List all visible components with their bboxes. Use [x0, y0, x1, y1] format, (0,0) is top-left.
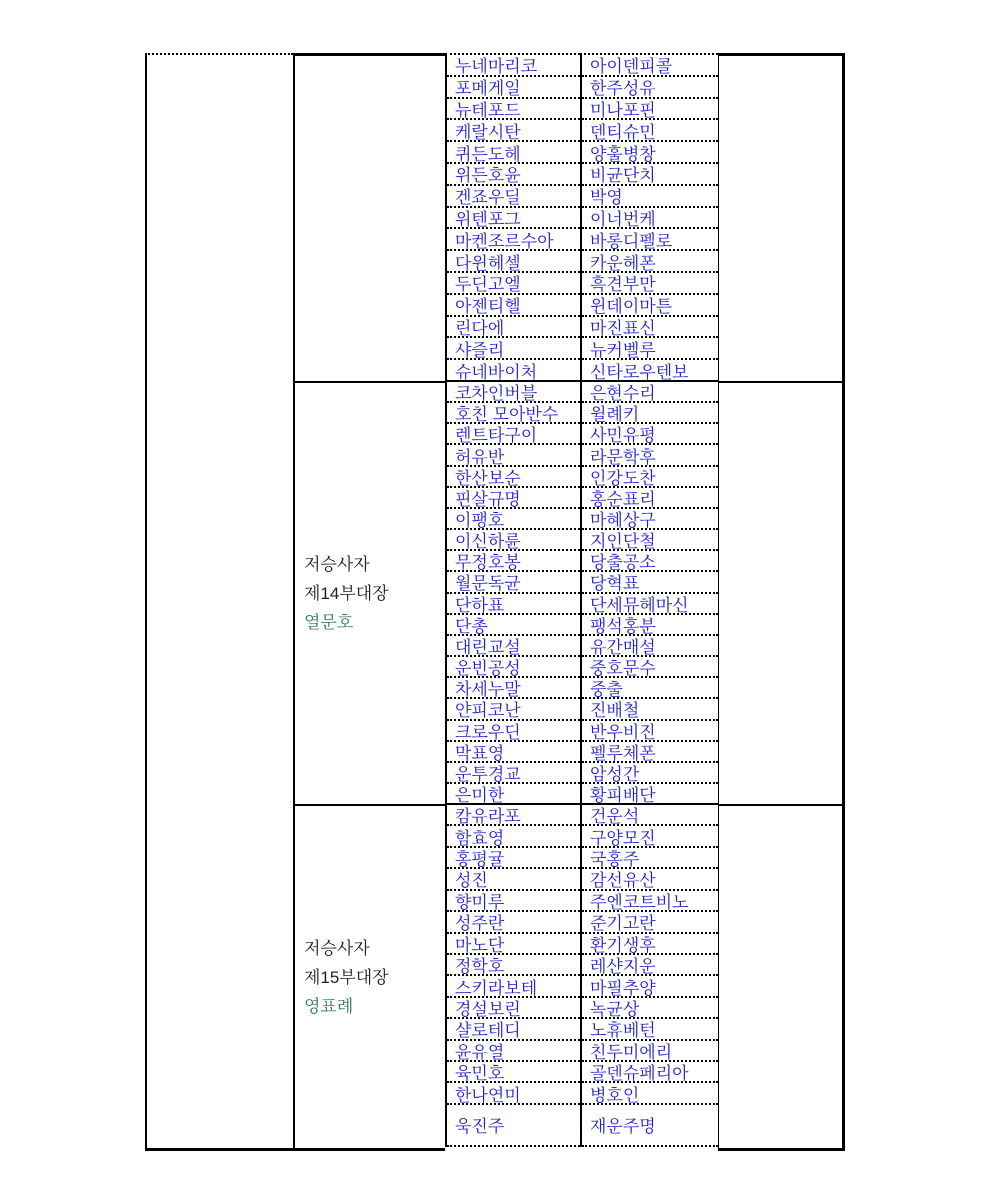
name-cell: 박영	[582, 186, 718, 208]
name-cell: 아이덴피콜	[582, 55, 718, 77]
name-cell: 코차인버블	[447, 382, 580, 403]
name-cell: 무정호봉	[447, 551, 580, 572]
name-section	[447, 382, 580, 805]
label-column	[293, 53, 445, 1151]
name-cell: 한산보순	[447, 467, 580, 488]
names-column-2	[580, 53, 718, 1147]
name-cell: 위든호윤	[447, 164, 580, 186]
name-cell: 친두미에리	[582, 1041, 718, 1062]
right-section-cell	[719, 56, 842, 383]
name-cell: 캄유라포	[447, 805, 580, 826]
name-cell: 샬로테디	[447, 1019, 580, 1040]
name-cell: 퀴든도헤	[447, 142, 580, 164]
name-cell: 육민호	[447, 1062, 580, 1083]
name-cell: 얀피코난	[447, 699, 580, 720]
name-cell: 은현수리	[582, 382, 718, 403]
name-cell: 뉴테포드	[447, 99, 580, 121]
name-cell: 마필추양	[582, 976, 718, 997]
section-label-line: 저승사자	[304, 938, 370, 958]
name-cell: 이팽호	[447, 509, 580, 530]
name-cell: 황피배단	[590, 786, 656, 804]
name-cell: 겐죠우딜	[447, 186, 580, 208]
name-cell: 경설보린	[447, 998, 580, 1019]
name-cell: 정학호	[447, 955, 580, 976]
section-leader-name: 영표례	[304, 996, 354, 1016]
name-cell: 신타로우텐보	[590, 362, 689, 380]
name-cell: 은미한	[455, 786, 505, 804]
name-cell: 중호문수	[582, 657, 718, 678]
name-section	[447, 55, 580, 382]
name-cell: 중출	[582, 678, 718, 699]
name-cell: 레샨지운	[582, 955, 718, 976]
name-cell: 유간매설	[582, 636, 718, 657]
name-cell: 녹균상	[582, 998, 718, 1019]
name-cell: 성주란	[447, 912, 580, 933]
name-cell: 사민유평	[582, 424, 718, 445]
name-cell: 성진	[447, 869, 580, 890]
name-cell: 윌례키	[582, 403, 718, 424]
name-cell: 케랄시탄	[447, 120, 580, 142]
name-cell: 인강도찬	[582, 467, 718, 488]
name-cell: 홍순표리	[582, 488, 718, 509]
name-cell: 렌트타구이	[447, 424, 580, 445]
name-cell: 단총	[447, 615, 580, 636]
name-cell: 환기생후	[582, 934, 718, 955]
name-cell: 미나포핀	[582, 99, 718, 121]
name-cell: 마혜상구	[582, 509, 718, 530]
name-cell: 향미루	[447, 891, 580, 912]
name-cell: 반우비진	[582, 721, 718, 742]
name-cell: 마진표신	[582, 317, 718, 339]
name-cell: 누네마리코	[447, 55, 580, 77]
name-cell: 마켄조르수아	[447, 229, 580, 251]
name-cell: 린다에	[447, 317, 580, 339]
section-label-line: 제14부대장	[304, 584, 389, 603]
name-cell: 두딘고엘	[447, 273, 580, 295]
right-empty-column	[718, 53, 845, 1151]
name-cell: 윈데이마튼	[582, 295, 718, 317]
name-cell: 지인단철	[582, 530, 718, 551]
names-column-1	[445, 53, 580, 1147]
name-cell: 덴티슈민	[582, 120, 718, 142]
name-cell: 크로우딘	[447, 721, 580, 742]
name-cell: 욱진주	[455, 1117, 505, 1137]
name-cell: 뉴커벨루	[582, 338, 718, 360]
name-cell: 감선유산	[582, 869, 718, 890]
name-cell: 슈네바이처	[455, 362, 538, 380]
name-cell: 월문독균	[447, 572, 580, 593]
name-cell: 준기고란	[582, 912, 718, 933]
name-cell: 포메게일	[447, 77, 580, 99]
section-leader-name: 열문호	[304, 613, 354, 632]
name-cell: 병호인	[582, 1083, 718, 1104]
right-section-cell	[719, 383, 842, 806]
name-cell: 라문학후	[582, 445, 718, 466]
name-cell: 골덴슈페리아	[582, 1062, 718, 1083]
name-cell: 단세뮤헤마신	[582, 594, 718, 615]
name-cell: 재운주명	[590, 1117, 656, 1137]
name-cell: 당혁표	[582, 572, 718, 593]
name-cell: 위텐포그	[447, 208, 580, 230]
name-cell: 운빈공성	[447, 657, 580, 678]
name-cell: 바롱디펠로	[582, 229, 718, 251]
name-cell: 당출공소	[582, 551, 718, 572]
name-cell: 국홍주	[582, 848, 718, 869]
name-cell: 흑견부만	[582, 273, 718, 295]
name-cell: 허유반	[447, 445, 580, 466]
name-cell: 단하표	[447, 594, 580, 615]
name-cell: 홍평귤	[447, 848, 580, 869]
name-cell: 구양모진	[582, 826, 718, 847]
right-section-cell	[719, 806, 842, 1148]
section-label-cell	[295, 383, 445, 806]
name-cell: 스키라보테	[447, 976, 580, 997]
name-cell: 이신하륜	[447, 530, 580, 551]
left-empty-column	[145, 53, 293, 1151]
name-section	[582, 805, 718, 1147]
section-label-line: 저승사자	[304, 555, 370, 574]
name-cell: 아젠티헬	[447, 295, 580, 317]
name-cell: 진배철	[582, 699, 718, 720]
section-label-cell	[295, 806, 445, 1148]
name-cell: 막표영	[447, 742, 580, 763]
name-cell: 주엔코트비노	[582, 891, 718, 912]
name-cell: 대린교설	[447, 636, 580, 657]
section-label-cell	[295, 56, 445, 383]
name-cell: 비균단치	[582, 164, 718, 186]
name-cell: 함효영	[447, 826, 580, 847]
name-cell: 핀살규명	[447, 488, 580, 509]
name-cell: 펠루체폰	[582, 742, 718, 763]
name-cell: 차세누말	[447, 678, 580, 699]
name-cell: 호친 모아반수	[447, 403, 580, 424]
name-cell: 암성간	[582, 763, 718, 784]
name-section	[447, 805, 580, 1147]
name-section	[582, 55, 718, 382]
name-cell: 노휴베턴	[582, 1019, 718, 1040]
name-cell: 카운헤폰	[582, 251, 718, 273]
roster-table	[145, 53, 845, 1151]
name-cell: 팽석홍분	[582, 615, 718, 636]
name-cell: 마노단	[447, 934, 580, 955]
name-cell: 샤즐리	[447, 338, 580, 360]
name-cell: 이너번케	[582, 208, 718, 230]
name-cell: 다윈헤셀	[447, 251, 580, 273]
name-section	[582, 382, 718, 805]
name-cell: 한주성유	[582, 77, 718, 99]
name-cell: 윤유열	[447, 1041, 580, 1062]
name-cell: 양훌병창	[582, 142, 718, 164]
name-cell: 한나연미	[447, 1083, 580, 1104]
section-label-line: 제15부대장	[304, 967, 389, 987]
name-cell: 건운석	[582, 805, 718, 826]
name-cell: 운투경교	[447, 763, 580, 784]
